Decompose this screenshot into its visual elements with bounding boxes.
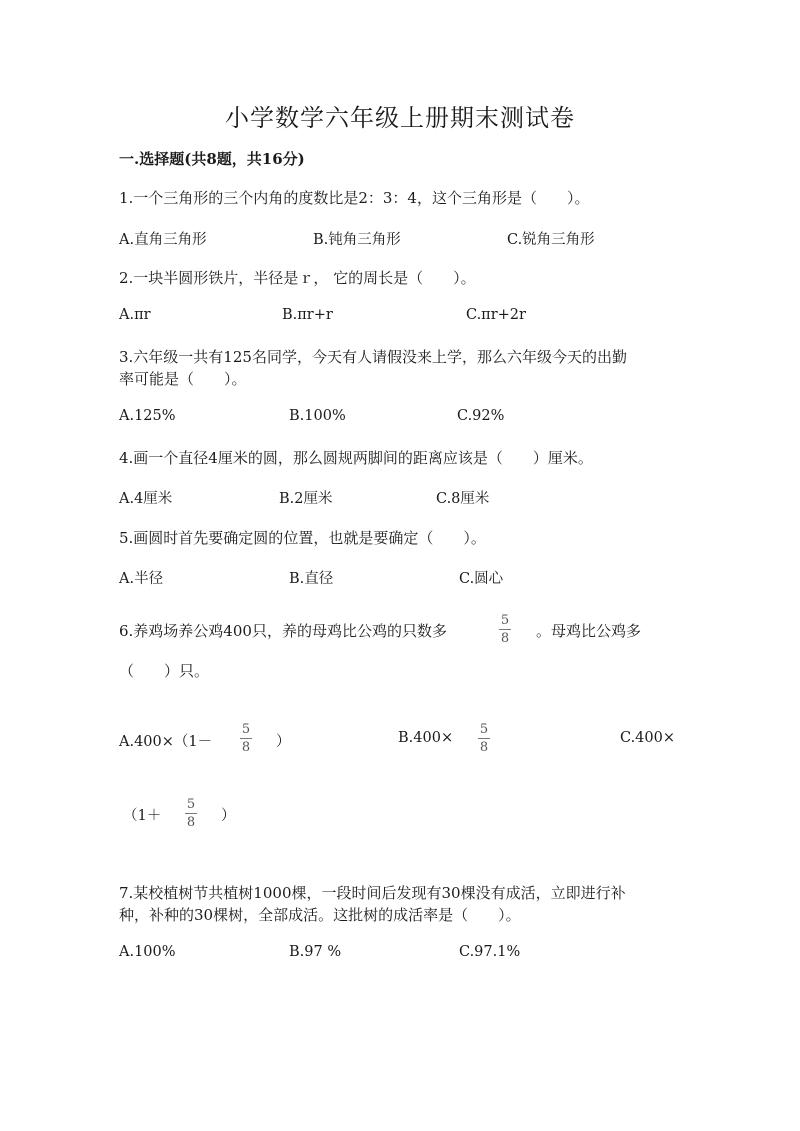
question-6-option-a-fraction: [240, 723, 252, 755]
question-3-option-b[interactable]: B.100%: [289, 408, 346, 424]
fraction-bar: [478, 738, 490, 739]
question-5-option-a[interactable]: A.半径: [119, 571, 164, 587]
question-7-text-line1: 7.某校植树节共植树1000棵，一段时间后发现有30棵没有成活，立即进行补: [119, 884, 626, 902]
question-6-text-part1: 6.养鸡场养公鸡400只，养的母鸡比公鸡的只数多: [119, 622, 447, 640]
section-heading: 一.选择题(共8题，共16分): [119, 150, 305, 168]
question-6-text-line2: （ ）只。: [119, 662, 210, 680]
question-6-fraction: [499, 614, 511, 646]
fraction-denominator: 8: [479, 740, 489, 755]
fraction-numerator: 5: [479, 722, 489, 737]
question-3-text-line2: 率可能是（ ）。: [119, 370, 247, 388]
fraction-denominator: 8: [186, 815, 196, 830]
page-title: 小学数学六年级上册期末测试卷: [225, 104, 575, 132]
question-4-option-b[interactable]: B.2厘米: [279, 491, 333, 507]
question-2-text: 2.一块半圆形铁片，半径是ｒ， 它的周长是（ ）。: [119, 269, 476, 287]
question-3-option-a[interactable]: A.125%: [119, 408, 176, 424]
fraction-numerator: 5: [241, 722, 251, 737]
question-4-text: 4.画一个直径4厘米的圆，那么圆规两脚间的距离应该是（ ）厘米。: [119, 449, 593, 467]
question-5-option-c[interactable]: C.圆心: [459, 571, 504, 587]
option-a-prefix: A.400×（1－: [119, 734, 213, 750]
question-7-option-a[interactable]: A.100%: [119, 944, 176, 960]
fraction-denominator: 8: [241, 740, 251, 755]
question-2-option-b[interactable]: B.πr+r: [282, 307, 333, 323]
fraction-denominator: 8: [500, 631, 510, 646]
question-2-option-c[interactable]: C.πr+2r: [466, 307, 526, 323]
fraction-bar: [499, 629, 511, 630]
question-1-option-a[interactable]: A.直角三角形: [119, 232, 207, 248]
question-7-text-line2: 种，补种的30棵树，全部成活。这批树的成活率是（ ）。: [119, 906, 521, 924]
question-6-option-b[interactable]: B.400×: [398, 730, 454, 746]
question-1-option-b[interactable]: B.钝角三角形: [313, 232, 401, 248]
question-3-text-line1: 3.六年级一共有125名同学，今天有人请假没来上学，那么六年级今天的出勤: [119, 348, 627, 366]
question-6-text-part2: 。母鸡比公鸡多: [536, 622, 642, 640]
question-6-option-c-fraction: [185, 798, 197, 830]
question-5-text: 5.画圆时首先要确定圆的位置，也就是要确定（ ）。: [119, 529, 486, 547]
question-6-option-c-line2-prefix: （1＋: [123, 808, 162, 824]
question-3-option-c[interactable]: C.92%: [457, 408, 505, 424]
question-1-option-c[interactable]: C.锐角三角形: [507, 232, 595, 248]
fraction-numerator: 5: [186, 797, 196, 812]
question-1-text: 1.一个三角形的三个内角的度数比是2：3：4，这个三角形是（ ）。: [119, 189, 590, 207]
question-7-option-c[interactable]: C.97.1%: [459, 944, 521, 960]
question-6-option-c[interactable]: C.400×: [620, 730, 676, 746]
fraction-numerator: 5: [500, 613, 510, 628]
fraction-bar: [240, 738, 252, 739]
question-2-option-a[interactable]: A.πr: [119, 307, 151, 323]
question-6-option-a[interactable]: [119, 730, 212, 751]
question-6-option-a-suffix: ）: [276, 734, 291, 750]
question-6-option-c-line2-suffix: ）: [221, 808, 236, 824]
question-7-option-b[interactable]: B.97 %: [289, 944, 342, 960]
question-6-option-b-fraction: [478, 723, 490, 755]
question-4-option-c[interactable]: C.8厘米: [436, 491, 490, 507]
question-5-option-b[interactable]: B.直径: [289, 571, 334, 587]
question-4-option-a[interactable]: A.4厘米: [119, 491, 173, 507]
fraction-bar: [185, 813, 197, 814]
